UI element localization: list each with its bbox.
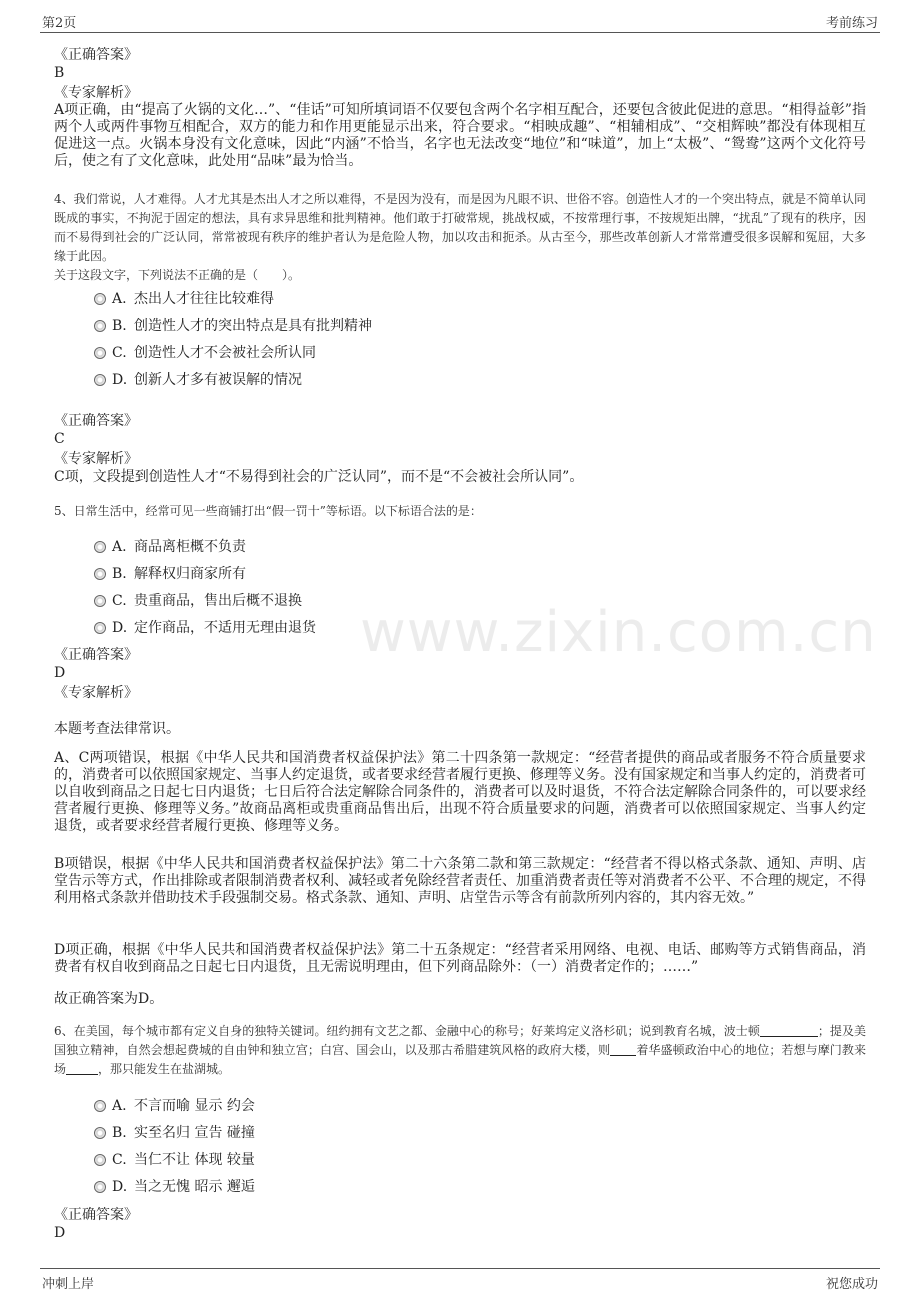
header-title: 考前练习 bbox=[825, 16, 878, 31]
page-footer bbox=[40, 1268, 880, 1299]
question-text: 4、我们常说，人才难得。人才尤其是杰出人才之所以难得，不是因为没有，而是因为凡眼不识、世俗不容。创造性人才的一个突出特点，就是不简单认同既成的事实，不拘泥于固定的想法，具有求异思维和批判精神。他们敢于打破常规，挑战权威，不按常理行事，不按规矩出牌，“扰乱”了现有的秩序，因而不易得到社会的广泛认同，常常被现有秩序的维护者认为是危险人物，加以攻击和扼杀。从古至今，那些改革创新人才常常遭受很多误解和冤屈，大多缘于此因。 bbox=[54, 192, 866, 263]
radio-icon[interactable] bbox=[94, 541, 106, 553]
analysis-text: A、C两项错误，根据《中华人民共和国消费者权益保护法》第二十四条第一款规定：“经营者提供的商品或者服务不符合质量要求的，消费者可以依照国家规定、当事人约定退货，或者要求经营者履行更换、修理等义务。没有国家规定和当事人约定的，消费者可以自收到商品之日起七日内退货；七日后符合法定解除合同条件的，消费者可以及时退货，不符合法定解除合同条件的，可以要求经营者履行更换、修理等义务。”故商品离柜或贵重商品售出后，出现不符合质量要求的问题，消费者可以依照国家规定、当事人约定退货，或者要求经营者履行更换、修理等义务。 bbox=[54, 750, 866, 834]
question-stem: 6、在美国，每个城市都有定义自身的独特关键词。纽约拥有文艺之都、金融中心的称号；好莱坞定义洛杉矶；说到教育名城，波士顿 ；提及美国独立精神，自然会想起费城的自由钟和独立宫；白宫、国会山，以及那古希腊建筑风格的政府大楼，则 着华盛顿政治中心的地位；若想与摩门教来场 ，那只能发生在盐湖城。 bbox=[54, 1024, 866, 1076]
footer-right: 祝您成功 bbox=[825, 1277, 878, 1292]
answer-value: D bbox=[54, 665, 66, 681]
analysis-text: B项错误，根据《中华人民共和国消费者权益保护法》第二十六条第二款和第三款规定：“经营者不得以格式条款、通知、声明、店堂告示等方式，作出排除或者限制消费者权利、减轻或者免除经营者责任、加重消费者责任等对消费者不公平、不合理的规定，不得利用格式条款并借助技术手段强制交易。格式条款、通知、声明、店堂告示等含有前款所列内容的，其内容无效。” bbox=[54, 856, 866, 906]
option-a[interactable]: A. 不言而喻 显示 约会 bbox=[94, 1097, 255, 1115]
fill-blank bbox=[66, 1062, 98, 1075]
option-a[interactable]: A. 商品离柜概不负责 bbox=[94, 538, 246, 556]
analysis-text: A项正确，由“提高了火锅的文化…”、“佳话”可知所填词语不仅要包含两个名字相互配合，还要包含彼此促进的意思。“相得益彰”指两个人或两件事物互相配合，双方的能力和作用更能显示出来，符合要求。“相映成趣”、“相辅相成”、“交相辉映”都没有体现相互促进这一点。火锅本身没有文化意味，因此“内涵”不恰当，名字也无法改变“地位”和“味道”，加上“太极”、“鸳鸯”这两个文化符号后，使之有了文化意味，此处用“品味”最为恰当。 bbox=[54, 102, 866, 169]
analysis-text: C项，文段提到创造性人才“不易得到社会的广泛认同”，而不是“不会被社会所认同”。 bbox=[54, 469, 584, 485]
option-b[interactable]: B. 创造性人才的突出特点是具有批判精神 bbox=[94, 317, 372, 335]
page-number: 第2页 bbox=[42, 16, 77, 31]
option-d[interactable]: D. 定作商品，不适用无理由退货 bbox=[94, 619, 316, 637]
option-a[interactable]: A. 杰出人才往往比较难得 bbox=[94, 290, 274, 308]
radio-icon[interactable] bbox=[94, 622, 106, 634]
radio-icon[interactable] bbox=[94, 1100, 106, 1112]
radio-icon[interactable] bbox=[94, 1127, 106, 1139]
analysis-text: D项正确，根据《中华人民共和国消费者权益保护法》第二十五条规定：“经营者采用网络、电视、电话、邮购等方式销售商品，消费者有权自收到商品之日起七日内退货，且无需说明理由，但下列商品除外：（一）消费者定作的；……” bbox=[54, 942, 866, 975]
radio-icon[interactable] bbox=[94, 1154, 106, 1166]
question-prompt: 关于这段文字，下列说法不正确的是（ ）。 bbox=[54, 268, 301, 282]
fill-blank bbox=[760, 1024, 818, 1037]
option-d[interactable]: D. 当之无愧 昭示 邂逅 bbox=[94, 1178, 255, 1196]
option-c[interactable]: C. 贵重商品，售出后概不退换 bbox=[94, 592, 302, 610]
analysis-label: 《专家解析》 bbox=[54, 685, 138, 701]
option-c[interactable]: C. 创造性人才不会被社会所认同 bbox=[94, 344, 316, 362]
answer-value: D bbox=[54, 1225, 66, 1241]
radio-icon[interactable] bbox=[94, 568, 106, 580]
footer-left: 冲刺上岸 bbox=[42, 1277, 95, 1292]
answer-label: 《正确答案》 bbox=[54, 47, 138, 63]
analysis-label: 《专家解析》 bbox=[54, 85, 138, 101]
radio-icon[interactable] bbox=[94, 1181, 106, 1193]
radio-icon[interactable] bbox=[94, 347, 106, 359]
option-c[interactable]: C. 当仁不让 体现 较量 bbox=[94, 1151, 255, 1169]
answer-value: C bbox=[54, 431, 65, 447]
option-b[interactable]: B. 解释权归商家所有 bbox=[94, 565, 246, 583]
radio-icon[interactable] bbox=[94, 595, 106, 607]
answer-label: 《正确答案》 bbox=[54, 413, 138, 429]
watermark: www.zixin.com.cn bbox=[360, 600, 877, 665]
question-stem: 5、日常生活中，经常可见一些商铺打出“假一罚十”等标语。以下标语合法的是： bbox=[54, 504, 482, 518]
fill-blank bbox=[610, 1043, 636, 1056]
radio-icon[interactable] bbox=[94, 374, 106, 386]
analysis-label: 《专家解析》 bbox=[54, 451, 138, 467]
answer-value: B bbox=[54, 65, 65, 81]
answer-label: 《正确答案》 bbox=[54, 647, 138, 663]
radio-icon[interactable] bbox=[94, 293, 106, 305]
option-d[interactable]: D. 创新人才多有被误解的情况 bbox=[94, 371, 302, 389]
answer-label: 《正确答案》 bbox=[54, 1207, 138, 1223]
analysis-text: 本题考查法律常识。 bbox=[54, 721, 180, 737]
analysis-text: 故正确答案为D。 bbox=[54, 991, 164, 1007]
question-stem bbox=[54, 190, 866, 285]
radio-icon[interactable] bbox=[94, 320, 106, 332]
page-header bbox=[40, 10, 880, 33]
option-b[interactable]: B. 实至名归 宣告 碰撞 bbox=[94, 1124, 255, 1142]
